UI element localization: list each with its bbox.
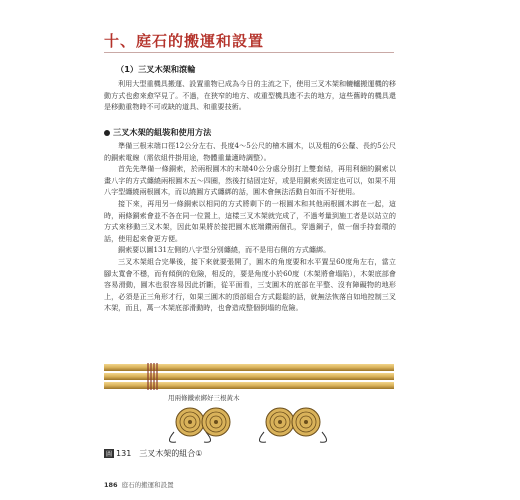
coil-figure-left: [169, 408, 230, 442]
figure-annotation: 用兩條鐵索綁好三根黃木: [168, 394, 240, 402]
section2-heading-row: [104, 127, 211, 138]
section2-heading: 三叉木架的組裝和使用方法: [113, 127, 212, 137]
page-footer: [104, 480, 174, 489]
section2-paragraph: 三叉木架組合完畢後，接下來就要張開了，圓木的角度要和水平置呈60度角左右，當立腳太寬會不穩，而有傾倒的危險，相反的，要是角度小於60度（木架將會塌陷），木架底部會容易滑動，圓木也很容易因此折斷，從平面看，三支圓木的底部在平整、沒有障礙物的地形上，必須是正三角形才行，如果三圓木的頂部組合方式鬆鬆的話，就無法恢落自如地控制三叉木架，而且，萬一木架底部滑動時，也會造成整個倒塌的危險。: [104, 256, 396, 313]
footer-text: 庭石的搬運和設置: [121, 481, 174, 489]
section1-heading: （1）三叉木架和滾輪: [116, 64, 196, 74]
section1-paragraph: [104, 78, 396, 113]
figure-label: [104, 448, 202, 459]
section2-paragraph: 準備三根末端口徑12公分左右、長度4～5公尺的檜木圓木，以及粗的6公釐、長約5公尺的銅索電線（需依組件掛用途，物體重量適時調整）。: [104, 141, 396, 162]
section2-paragraph: 首先先準備一條銅索，於兩根圓木的末端40公分處分別打上雙套結，再用利綑的銅索以畫八字的方式纏繞兩根圓木五～四圈，然後打結固定好，或是用銅索夾固定也可以，如果不用八字型纏繞兩根圓木，而以繞圓方式纏綁的話，圓木會無法活動自如而不好使用。: [104, 164, 396, 197]
figure-number-badge: 圖: [106, 451, 113, 458]
title-divider: [104, 52, 394, 53]
page-number: 186: [104, 481, 118, 489]
section2-body: [104, 140, 396, 314]
figure-label-text: 131 三叉木架的組合①: [116, 449, 203, 458]
section2-paragraph: 銅索要以圖131左側的八字型分別纏繞，而不是用右側的方式纏綁。: [118, 245, 331, 255]
section1-text: 利用大型重機具搬運、設置重物已成為今日的主流之下，使用三叉木架和轆轤搬運機的移動方式也愈來愈罕見了。不過，在狹窄的地方、或重型機具進不去的地方，這些舊時的機具還是移動重物時不可或缺的道具、和重要技術。: [104, 79, 396, 112]
bullet-icon: [104, 130, 110, 136]
section2-paragraph: 接下來，再用另一條銅索以相同的方式將剩下的一根圓木和其他兩根圓木綁在一起，這時，兩條銅索會並不各在同一位置上，這樣三叉木架就完成了，不過考量到施工者是以站立的方式來移動三叉木架，因此如果將於接把圓木底端鑽兩個孔，穿過鋼子，做一個手持套環的話，使用起來會更方便。: [104, 198, 396, 243]
three-pole-illustration: [104, 362, 394, 446]
chapter-title: 十、庭石的搬運和設置: [104, 32, 265, 50]
coil-figure-right: [259, 408, 326, 442]
